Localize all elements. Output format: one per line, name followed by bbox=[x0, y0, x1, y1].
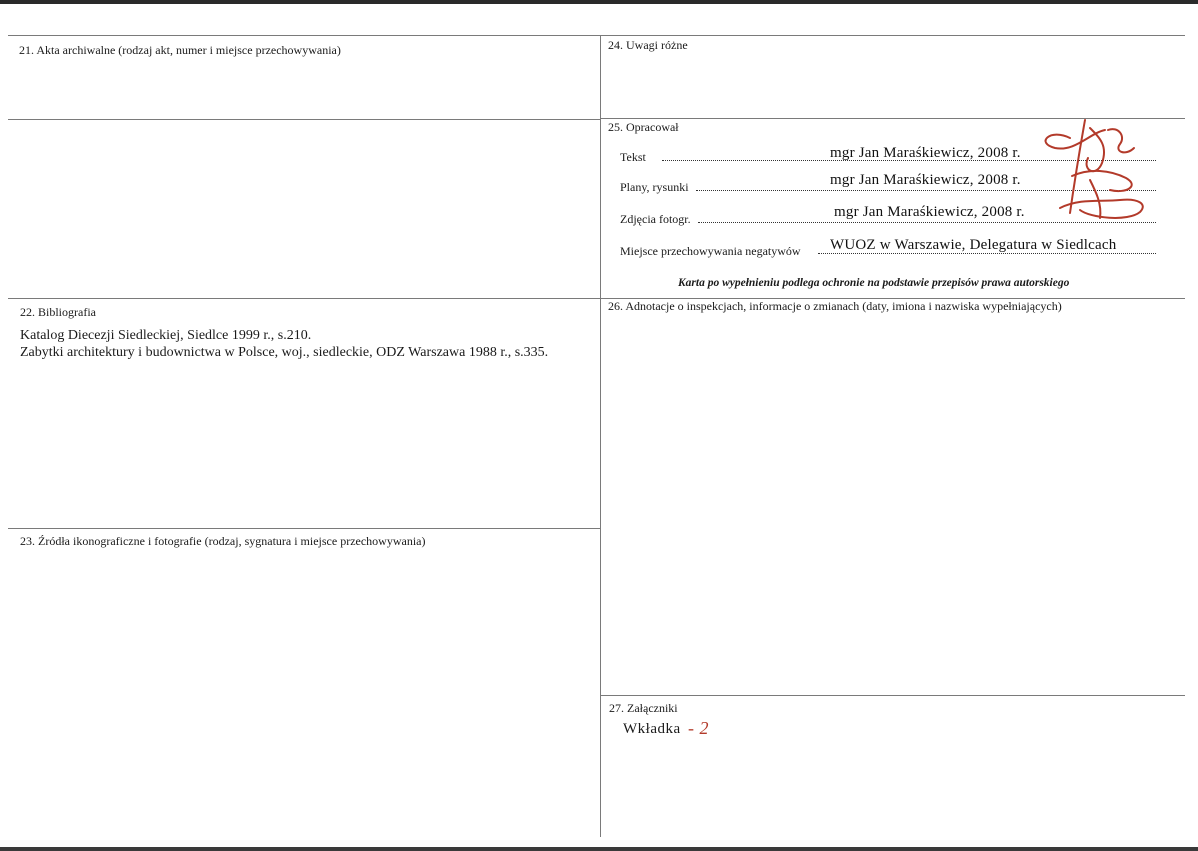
row-zdjecia-label: Zdjęcia fotogr. bbox=[620, 212, 691, 226]
copyright-note: Karta po wypełnieniu podlega ochronie na podstawie przepisów prawa autorskiego bbox=[678, 277, 1070, 289]
signature-mark bbox=[1030, 118, 1160, 230]
rule-center bbox=[600, 35, 601, 837]
section-25-label: 25. Opracował bbox=[608, 120, 679, 134]
bibliography-entry: Zabytki architektury i budownictwa w Polsce, woj., siedleckie, ODZ Warszawa 1988 r., s.335. bbox=[20, 345, 549, 360]
rule-right-2 bbox=[600, 695, 1185, 696]
rule-left-2 bbox=[8, 528, 600, 529]
row-plany-value: mgr Jan Maraśkiewicz, 2008 r. bbox=[830, 172, 1021, 188]
attachment-count-handwritten: - 2 bbox=[688, 718, 709, 738]
section-24-label: 24. Uwagi różne bbox=[608, 38, 688, 52]
row-plany-label: Plany, rysunki bbox=[620, 180, 689, 194]
section-23-label: 23. Źródła ikonograficzne i fotografie (rodzaj, sygnatura i miejsce przechowywania) bbox=[20, 534, 426, 548]
row-negatywy-label: Miejsce przechowywania negatywów bbox=[620, 244, 801, 258]
row-tekst-label: Tekst bbox=[620, 150, 646, 164]
row-negatywy-value: WUOZ w Warszawie, Delegatura w Siedlcach bbox=[830, 237, 1117, 253]
section-21-label: 21. Akta archiwalne (rodzaj akt, numer i miejsce przechowywania) bbox=[19, 43, 341, 57]
bibliography-entry: Katalog Diecezji Siedleckiej, Siedlce 1999 r., s.210. bbox=[20, 328, 312, 343]
section-26-label: 26. Adnotacje o inspekcjach, informacje o zmianach (daty, imiona i nazwiska wypełniających) bbox=[608, 299, 1062, 313]
scan-bottom-edge bbox=[0, 847, 1198, 851]
scan-top-edge bbox=[0, 0, 1198, 4]
section-22-label: 22. Bibliografia bbox=[20, 305, 96, 319]
rule-top bbox=[8, 35, 1185, 36]
section-27-label: 27. Załączniki bbox=[609, 701, 678, 715]
attachment-wkladka: Wkładka bbox=[623, 721, 681, 737]
rule-left-1 bbox=[8, 119, 600, 120]
row-zdjecia-value: mgr Jan Maraśkiewicz, 2008 r. bbox=[834, 204, 1025, 220]
row-tekst-value: mgr Jan Maraśkiewicz, 2008 r. bbox=[830, 145, 1021, 161]
